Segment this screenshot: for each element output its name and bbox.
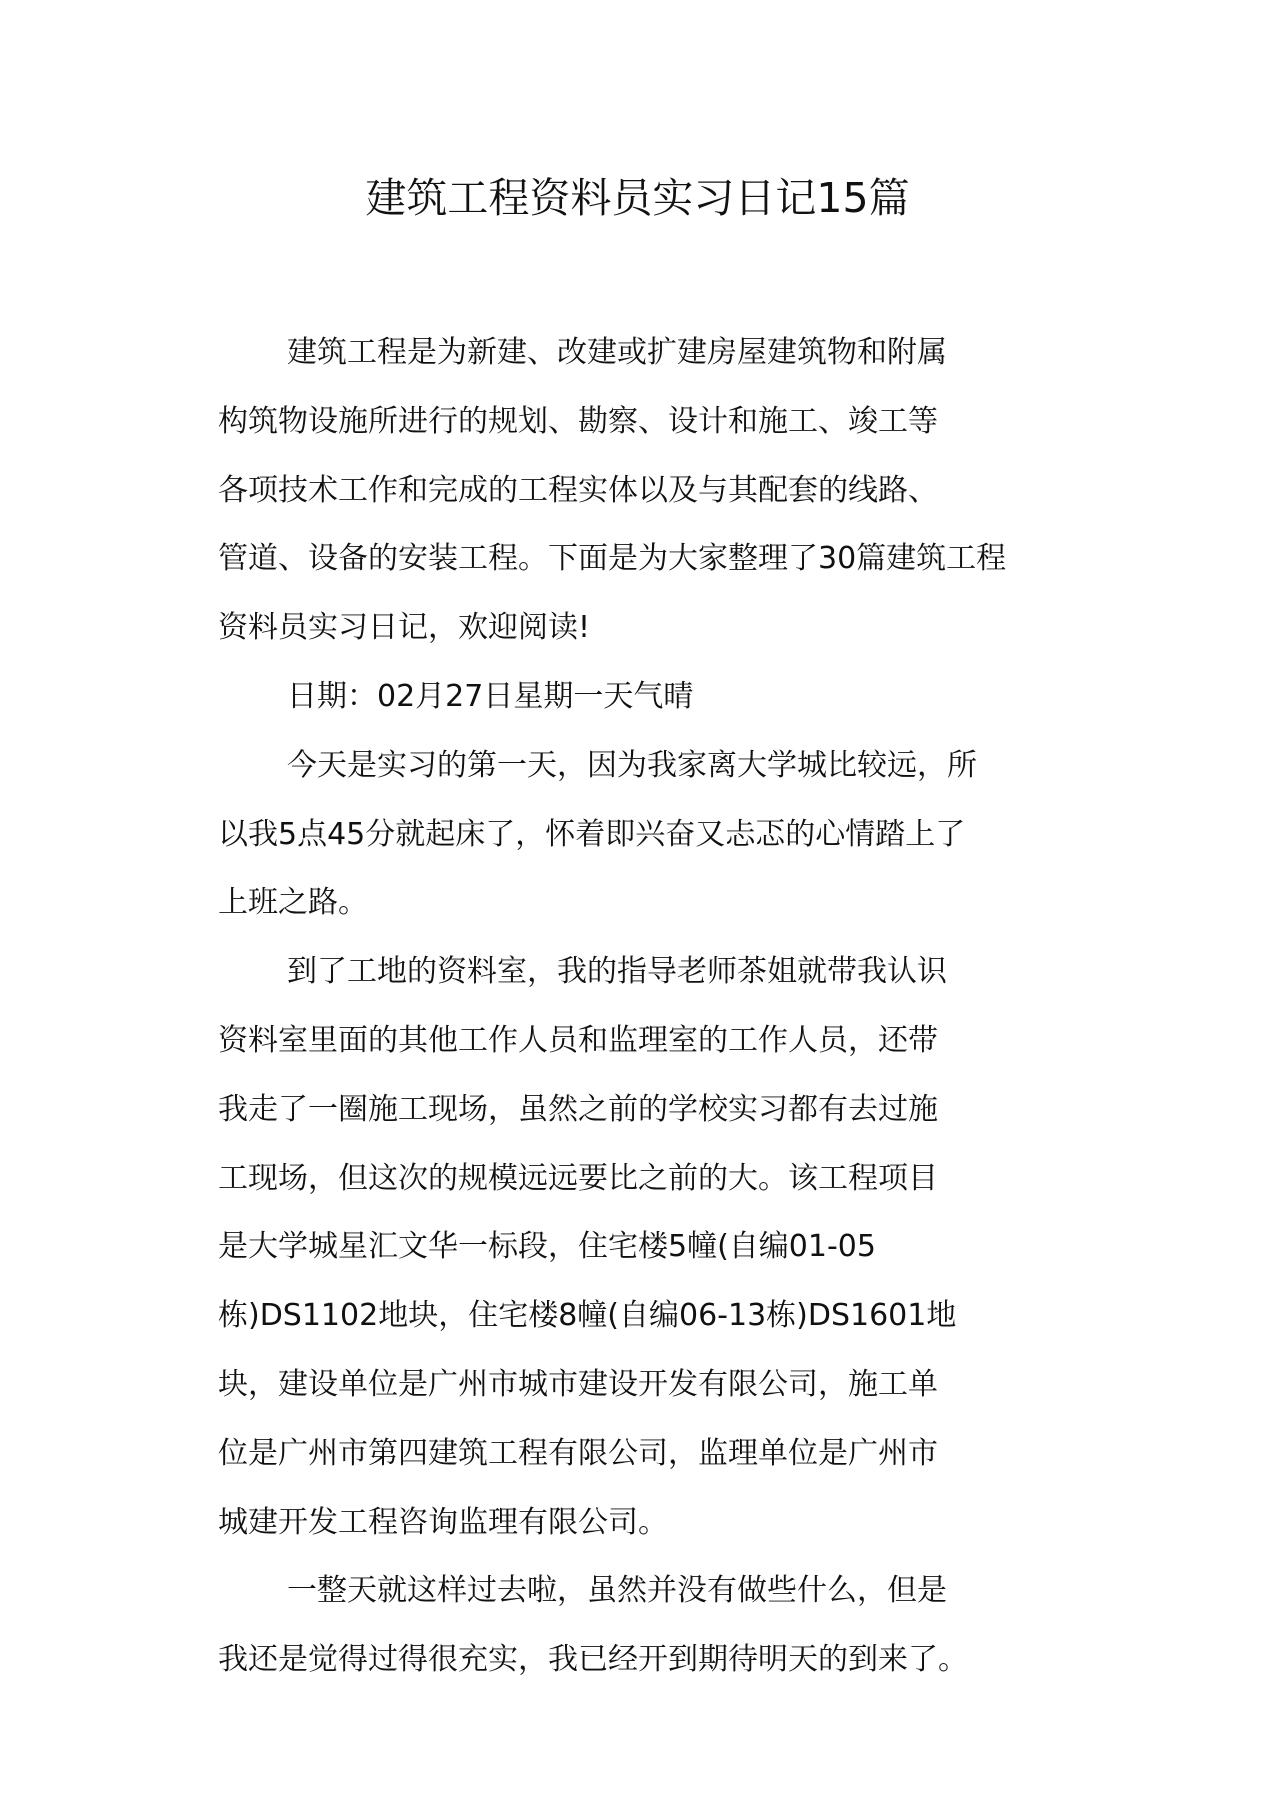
paragraph-line: 到了工地的资料室，我的指导老师茶姐就带我认识 [287,954,947,990]
paragraph-line: 我还是觉得过得很充实，我已经开到期待明天的到来了。 [218,1642,968,1678]
paragraph-line: 今天是实习的第一天，因为我家离大学城比较远，所 [287,747,977,783]
paragraph-line: 管道、设备的安装工程。下面是为大家整理了30篇建筑工程 [218,541,1007,577]
paragraph-line: 我走了一圈施工现场，虽然之前的学校实习都有去过施 [218,1091,938,1127]
paragraph-line: 一整天就这样过去啦，虽然并没有做些什么，但是 [287,1573,947,1609]
paragraph-line: 以我5点45分就起床了，怀着即兴奋又忐忑的心情踏上了 [218,816,966,852]
paragraph-line: 栋)DS1102地块，住宅楼8幢(自编06-13栋)DS1601地 [218,1298,957,1334]
paragraph-line: 各项技术工作和完成的工程实体以及与其配套的线路、 [218,472,938,508]
paragraph-line: 城建开发工程咨询监理有限公司。 [218,1504,668,1540]
document-title: 建筑工程资料员实习日记15篇 [365,174,910,222]
paragraph-line: 位是广州市第四建筑工程有限公司，监理单位是广州市 [218,1435,938,1471]
paragraph-line: 资料室里面的其他工作人员和监理室的工作人员，还带 [218,1022,938,1058]
paragraph-line: 资料员实习日记，欢迎阅读! [218,610,591,646]
document-body [218,319,1118,1695]
paragraph-line: 工现场，但这次的规模远远要比之前的大。该工程项目 [218,1160,938,1196]
paragraph-line: 块，建设单位是广州市城市建设开发有限公司，施工单 [218,1366,938,1402]
date-line: 日期：02月27日星期一天气晴 [287,678,694,714]
paragraph-line: 构筑物设施所进行的规划、勘察、设计和施工、竣工等 [218,403,938,439]
paragraph-line: 建筑工程是为新建、改建或扩建房屋建筑物和附属 [287,335,947,370]
paragraph-line: 是大学城星汇文华一标段，住宅楼5幢(自编01-05 [218,1229,876,1265]
paragraph-line: 上班之路。 [218,885,368,921]
